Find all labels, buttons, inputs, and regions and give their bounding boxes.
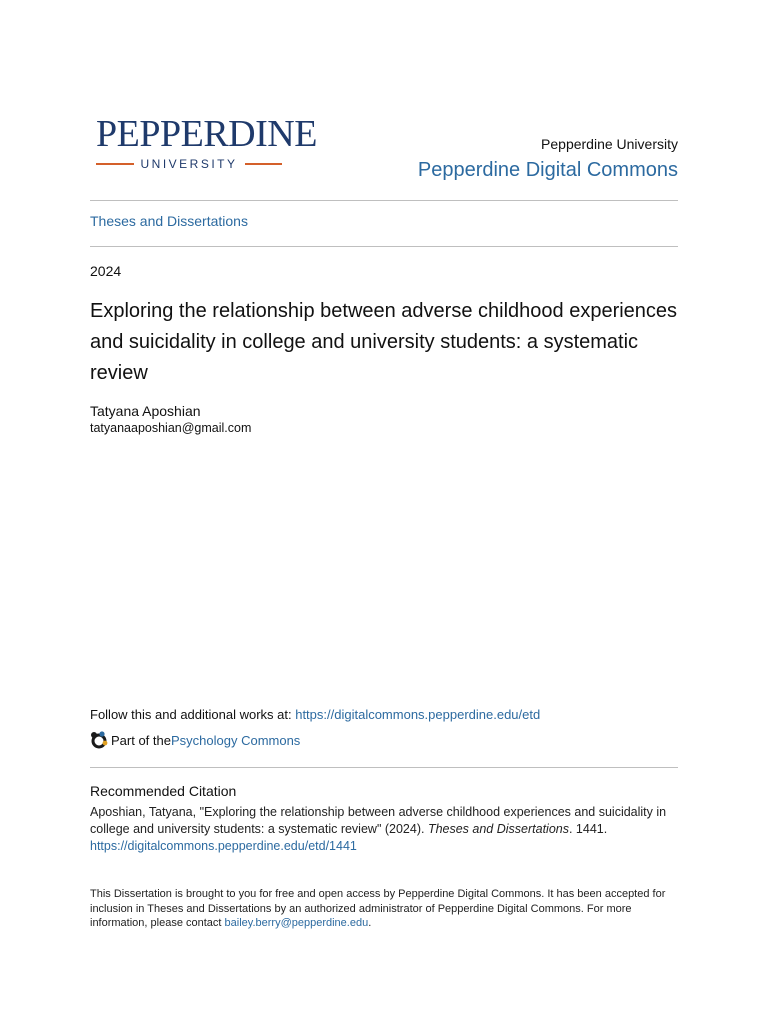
institution-block	[418, 135, 678, 184]
logo-subline	[96, 157, 282, 171]
access-notice	[90, 887, 680, 931]
repository-link[interactable]: Pepperdine Digital Commons	[417, 159, 678, 181]
institution-name: Pepperdine University	[541, 136, 678, 152]
citation-body	[90, 804, 680, 855]
network-icon	[90, 731, 108, 749]
logo-rule-left	[96, 163, 134, 165]
notice-end: .	[368, 917, 372, 929]
author-name: Tatyana Aposhian	[90, 403, 201, 419]
follow-line	[90, 707, 540, 722]
logo-wordmark: PEPPERDINE	[96, 113, 317, 155]
divider-citation	[90, 767, 678, 768]
citation-heading: Recommended Citation	[90, 783, 237, 799]
pepperdine-logo	[96, 113, 317, 171]
divider-series	[90, 246, 678, 247]
notice-text: This Dissertation is brought to you for free and open access by Pepperdine Digital Commons. It has been accepted for inclusion in Theses and Dissertations by an authorized administrator of Pepperdine Digital Commons. For more information, please contact	[90, 888, 666, 929]
logo-rule-right	[245, 163, 283, 165]
document-title: Exploring the relationship between adverse childhood experiences and suicidality in college and university students: a systematic review	[90, 300, 678, 384]
contact-email-link[interactable]: bailey.berry@pepperdine.edu	[224, 917, 369, 929]
follow-text: Follow this and additional works at:	[90, 707, 296, 722]
part-of-text: Part of the	[111, 732, 171, 748]
author-email: tatyanaaposhian@gmail.com	[90, 421, 252, 435]
logo-university: UNIVERSITY	[140, 157, 238, 171]
psychology-commons-link[interactable]: Psychology Commons	[170, 732, 301, 748]
part-of-line	[90, 731, 300, 749]
series-link[interactable]: Theses and Dissertations	[90, 213, 248, 229]
citation-number: . 1441.	[568, 822, 608, 836]
citation-text: Aposhian, Tatyana, "Exploring the relationship between adverse childhood experiences and suicidality in college and university students: a systematic review" (2024).	[90, 805, 667, 836]
divider-top	[90, 200, 678, 201]
collection-link[interactable]: https://digitalcommons.pepperdine.edu/etd	[295, 707, 541, 722]
citation-series: Theses and Dissertations	[427, 822, 569, 836]
citation-url-link[interactable]: https://digitalcommons.pepperdine.edu/etd/1441	[90, 839, 357, 853]
publication-year: 2024	[90, 263, 122, 279]
